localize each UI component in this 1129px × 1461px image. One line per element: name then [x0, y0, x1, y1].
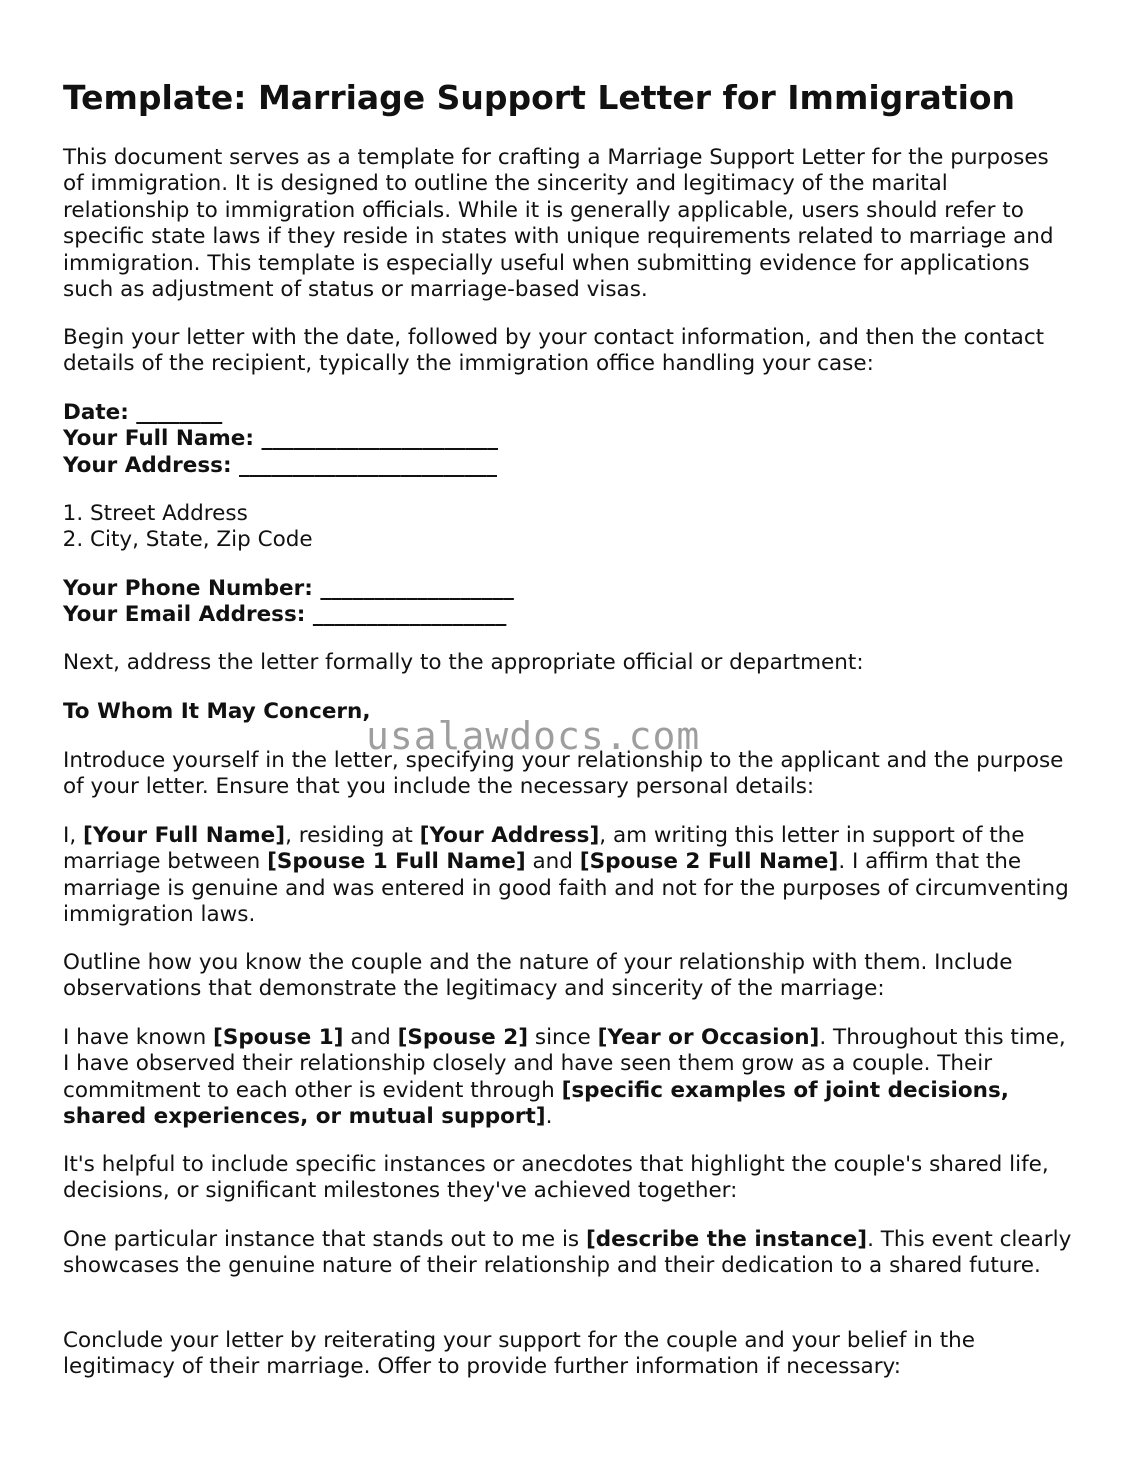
address-field: Your Address: ________________________	[63, 452, 498, 478]
address-lines-list	[63, 501, 1100, 554]
text-run: One particular instance that stands out to me is	[63, 1227, 586, 1252]
known-paragraph	[63, 1025, 1073, 1131]
placeholder-year-or-occasion: [Year or Occasion]	[597, 1025, 820, 1050]
salutation: To Whom It May Concern,	[63, 699, 371, 724]
placeholder-address: [Your Address]	[419, 823, 600, 848]
text-run: and	[343, 1025, 398, 1050]
contact-fields-block	[63, 400, 1073, 479]
text-run: since	[528, 1025, 598, 1050]
text-run: , residing at	[285, 823, 420, 848]
begin-instructions: Begin your letter with the date, followed by your contact information, and then the contact details of the recipient, typically the immigration office handling your case:	[63, 325, 1045, 377]
watermark: usalawdocs.com	[366, 714, 701, 758]
email-field: Your Email Address: __________________	[63, 602, 507, 628]
instance-paragraph	[63, 1227, 1073, 1280]
text-run: and	[525, 849, 580, 875]
date-field: Date: ________	[63, 400, 223, 425]
placeholder-spouse-1-full-name: [Spouse 1 Full Name]	[267, 849, 526, 875]
phone-field: Your Phone Number: __________________	[63, 576, 514, 601]
placeholder-full-name: [Your Full Name]	[83, 823, 286, 848]
text-run: . I affirm that the marriage is genuine and was entered in good faith and not for the purposes of circumventing immigration laws.	[63, 849, 1069, 928]
placeholder-describe-instance: [describe the instance]	[585, 1227, 868, 1252]
intro-paragraph: This document serves as a template for crafting a Marriage Support Letter for the purposes of immigration. It is designed to outline the sincerity and legitimacy of the marital relationship to immigration officials. While it is generally applicable, users should refer to specific state laws if they reside in states with unique requirements related to marriage and immigration. This template is especially useful when submitting evidence for applications such as adjustment of status or marriage-based visas.	[63, 145, 1054, 303]
affirmation-paragraph	[63, 823, 1073, 929]
text-run: .	[545, 1104, 553, 1130]
text-run: I have known	[63, 1025, 214, 1050]
placeholder-spouse-2-full-name: [Spouse 2 Full Name]	[579, 849, 839, 875]
text-run: I,	[63, 823, 84, 848]
placeholder-specific-examples: [specific examples of joint decisions, shared experiences, or mutual support]	[63, 1077, 1009, 1130]
text-run: , am writing this letter in support of the marriage between	[63, 823, 1025, 875]
placeholder-spouse-1: [Spouse 1]	[213, 1025, 344, 1050]
text-run: . This event clearly showcases the genuine nature of their relationship and their dedication to a shared future.	[63, 1227, 1072, 1279]
introduce-instructions: Introduce yourself in the letter, specifying your relationship to the applicant and the purpose of your letter. Ensure that you include the necessary personal details:	[63, 748, 1064, 800]
helpful-instructions: It's helpful to include specific instances or anecdotes that highlight the couple's shared life, decisions, or significant milestones they've achieved together:	[63, 1152, 1049, 1204]
list-item: 2. City, State, Zip Code	[90, 527, 1100, 553]
list-item: 1. Street Address	[90, 501, 1100, 527]
conclude-instructions: Conclude your letter by reiterating your support for the couple and your belief in the legitimacy of their marriage. Offer to provide further information if necessary:	[63, 1328, 976, 1380]
document-title: Template: Marriage Support Letter for Immigration	[63, 78, 1016, 117]
text-run: . Throughout this time, I have observed their relationship closely and have seen them grow as a couple. Their commitment to each other is evident through	[63, 1025, 1066, 1103]
outline-instructions: Outline how you know the couple and the nature of your relationship with them. Include observations that demonstrate the legitimacy and sincerity of the marriage:	[63, 950, 1013, 1002]
placeholder-spouse-2: [Spouse 2]	[397, 1025, 529, 1050]
next-instructions: Next, address the letter formally to the appropriate official or department:	[63, 650, 864, 675]
full-name-field: Your Full Name: ______________________	[63, 426, 498, 452]
phone-email-block	[63, 576, 1073, 629]
